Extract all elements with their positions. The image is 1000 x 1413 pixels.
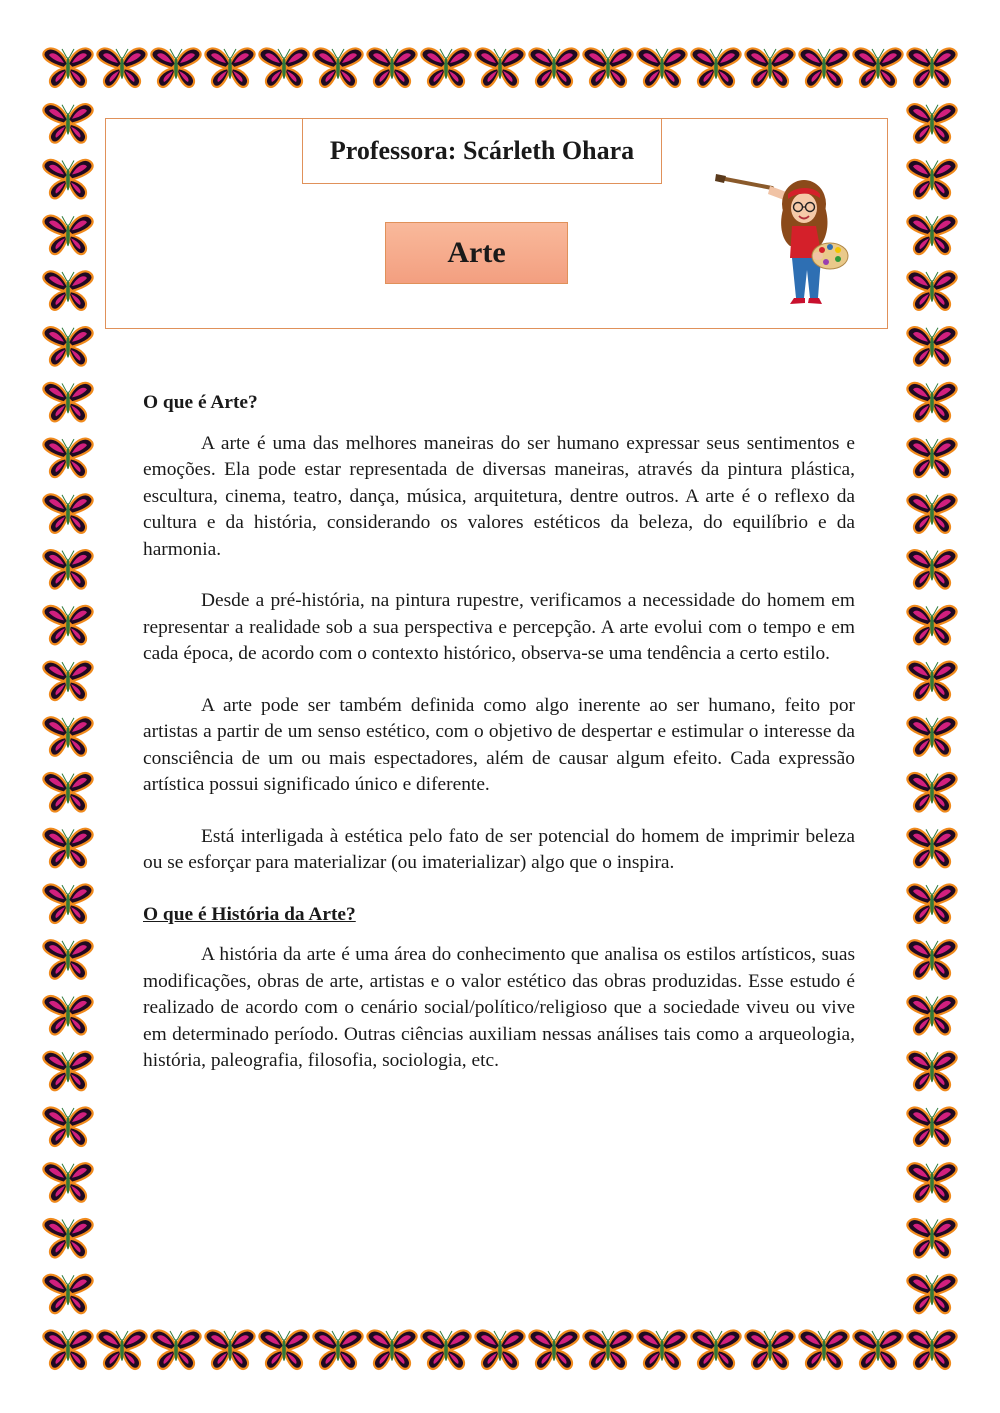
butterfly-icon	[907, 48, 956, 86]
butterfly-icon	[907, 1163, 956, 1201]
butterfly-icon	[421, 48, 470, 86]
paragraph: Desde a pré-história, na pintura rupestre, verificamos a necessidade do homem em representar a realidade sob a sua perspectiva e percepção. A arte evolui com o tempo e em cada época, de acordo com o contexto histórico, observa-se uma tendência a certo estilo.	[143, 590, 855, 664]
butterfly-icon	[907, 773, 956, 811]
butterfly-icon	[907, 494, 956, 532]
butterfly-icon	[907, 327, 956, 365]
butterfly-icon	[907, 1330, 956, 1368]
butterfly-icon	[43, 940, 92, 978]
butterfly-icon	[313, 1330, 362, 1368]
butterfly-icon	[43, 829, 92, 867]
butterfly-icon	[907, 1275, 956, 1313]
butterfly-icon	[907, 383, 956, 421]
butterfly-icon	[43, 1107, 92, 1145]
butterfly-icon	[907, 1219, 956, 1257]
paragraph: A arte é uma das melhores maneiras do ser humano expressar seus sentimentos e emoções. Ela pode estar representada de diversas maneiras, através da pintura plástica, escultura, cinema, teatro, dança, música, arquitetura, dentre outros. A arte é o reflexo da cultura e da história, considerando os valores estéticos da beleza, do equilíbrio e da harmonia.	[143, 432, 855, 560]
butterfly-icon	[421, 1330, 470, 1368]
butterfly-icon	[43, 1052, 92, 1090]
butterfly-icon	[43, 104, 92, 142]
butterfly-icon	[745, 1330, 794, 1368]
butterfly-icon	[43, 550, 92, 588]
butterfly-icon	[43, 1219, 92, 1257]
butterfly-icon	[637, 1330, 686, 1368]
butterfly-icon	[43, 717, 92, 755]
butterfly-icon	[43, 327, 92, 365]
butterfly-icon	[907, 606, 956, 644]
butterfly-icon	[475, 1330, 524, 1368]
butterfly-icon	[313, 48, 362, 86]
butterfly-icon	[259, 48, 308, 86]
article-body	[143, 390, 855, 1100]
butterfly-icon	[43, 773, 92, 811]
paragraph: A arte pode ser também definida como algo inerente ao ser humano, feito por artistas a partir de um senso estético, com o objetivo de despertar e estimular o interesse da consciência de um ou mais espectadores, além de causar algum efeito. Cada expressão artística possui significado único e diferente.	[143, 694, 855, 795]
butterfly-icon	[691, 1330, 740, 1368]
butterfly-icon	[691, 48, 740, 86]
butterfly-icon	[907, 216, 956, 254]
butterfly-icon	[907, 271, 956, 309]
butterfly-icon	[907, 885, 956, 923]
butterfly-icon	[853, 1330, 902, 1368]
butterfly-icon	[907, 160, 956, 198]
butterfly-icon	[43, 1163, 92, 1201]
butterfly-icon	[43, 271, 92, 309]
butterfly-icon	[907, 662, 956, 700]
butterfly-icon	[907, 439, 956, 477]
butterfly-icon	[43, 996, 92, 1034]
butterfly-icon	[43, 216, 92, 254]
butterfly-icon	[745, 48, 794, 86]
butterfly-icon	[907, 104, 956, 142]
butterfly-icon	[907, 1107, 956, 1145]
butterfly-icon	[529, 1330, 578, 1368]
butterfly-icon	[43, 383, 92, 421]
butterfly-icon	[799, 48, 848, 86]
butterfly-icon	[907, 550, 956, 588]
butterfly-icon	[43, 494, 92, 532]
butterfly-icon	[853, 48, 902, 86]
butterfly-icon	[583, 1330, 632, 1368]
butterfly-icon	[637, 48, 686, 86]
butterfly-icon	[907, 829, 956, 867]
butterfly-icon	[43, 885, 92, 923]
section-heading: O que é Arte?	[143, 392, 258, 413]
butterfly-icon	[43, 662, 92, 700]
butterfly-icon	[205, 48, 254, 86]
butterfly-icon	[151, 1330, 200, 1368]
paragraph: A história da arte é uma área do conhecimento que analisa os estilos artísticos, suas modificações, obras de arte, artistas e o valor estético das obras produzidas. Esse estudo é realizado de acordo com o cenário social/político/religioso que a sociedade viveu ou vive em determinado período. Outras ciências auxiliam nessas análises tais como a arqueologia, história, paleografia, filosofia, sociologia, etc.	[143, 944, 855, 1071]
butterfly-icon	[907, 717, 956, 755]
butterfly-icon	[367, 1330, 416, 1368]
butterfly-icon	[205, 1330, 254, 1368]
butterfly-icon	[907, 996, 956, 1034]
painter-avatar-icon	[712, 166, 852, 316]
butterfly-icon	[43, 160, 92, 198]
section-heading: O que é História da Arte?	[143, 903, 356, 925]
butterfly-icon	[907, 1052, 956, 1090]
butterfly-icon	[151, 48, 200, 86]
teacher-name: Professora: Scárleth Ohara	[302, 118, 662, 184]
butterfly-icon	[529, 48, 578, 86]
butterfly-icon	[475, 48, 524, 86]
butterfly-icon	[43, 1330, 92, 1368]
butterfly-icon	[97, 1330, 146, 1368]
butterfly-icon	[43, 606, 92, 644]
butterfly-icon	[583, 48, 632, 86]
butterfly-icon	[43, 1275, 92, 1313]
butterfly-icon	[367, 48, 416, 86]
butterfly-icon	[907, 940, 956, 978]
butterfly-icon	[259, 1330, 308, 1368]
butterfly-icon	[43, 48, 92, 86]
paragraph: Está interligada à estética pelo fato de ser potencial do homem de imprimir beleza ou se esforçar para materializar (ou imaterializar) algo que o inspira.	[143, 825, 855, 873]
butterfly-icon	[43, 439, 92, 477]
butterfly-icon	[799, 1330, 848, 1368]
subject-title: Arte	[385, 222, 568, 284]
butterfly-icon	[97, 48, 146, 86]
